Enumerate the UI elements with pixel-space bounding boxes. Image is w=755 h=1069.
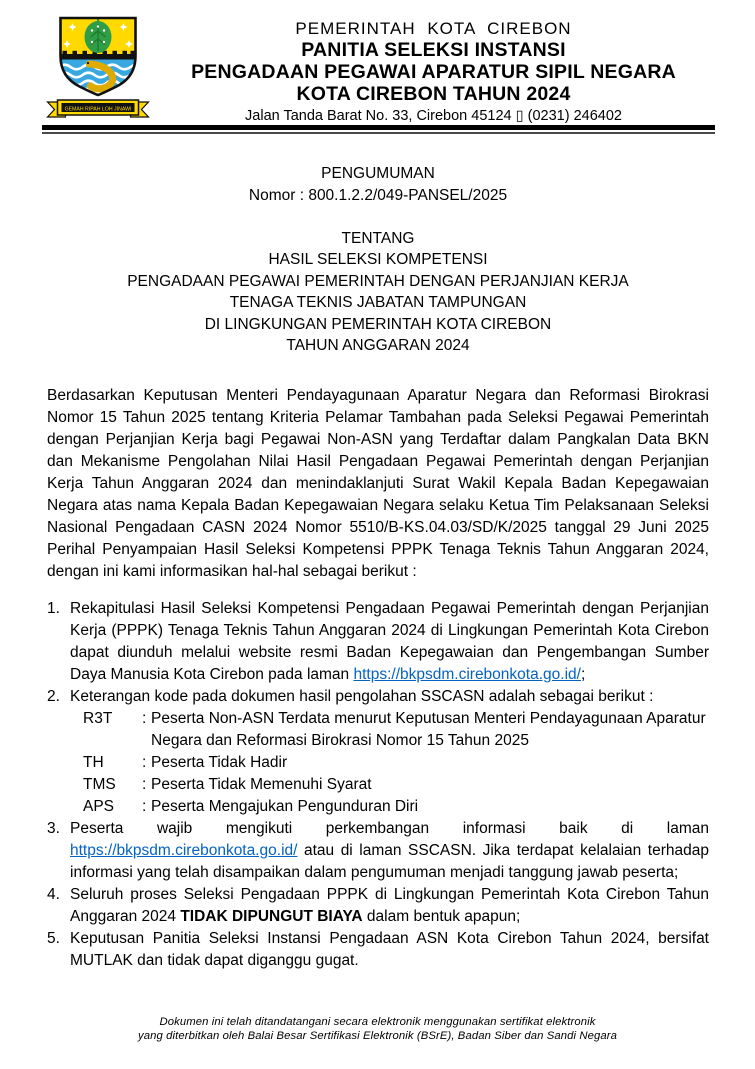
motto-ribbon: [48, 100, 149, 117]
code-description: Peserta Mengajukan Pengunduran Diri: [151, 798, 419, 815]
letterhead-address: Jalan Tanda Barat No. 33, Cirebon 45124 ▯ (0231) 246402: [245, 108, 622, 124]
list-item: [47, 884, 709, 928]
list-item-number: 3.: [47, 820, 60, 837]
code-description: Peserta Tidak Hadir: [151, 754, 288, 771]
list-item-content: [70, 818, 709, 884]
list-item-content: [70, 598, 709, 686]
motto-text: GEMAH RIPAH LOH JINAWI: [64, 106, 132, 113]
subject-line: DI LINGKUNGAN PEMERINTAH KOTA CIREBON: [204, 315, 552, 333]
coat-of-arms-icon: [44, 14, 152, 126]
list-item-number: 4.: [47, 886, 60, 903]
list-item-number: 5.: [47, 930, 60, 947]
text-run: dalam bentuk apapun;: [362, 908, 521, 925]
code-description: Peserta Tidak Memenuhi Syarat: [151, 776, 372, 793]
list-item-number: 1.: [47, 600, 60, 617]
code-legend: [83, 708, 709, 818]
code-row: [83, 774, 709, 796]
letterhead-divider: [42, 125, 715, 134]
code-separator: :: [142, 710, 147, 727]
city-year: KOTA CIREBON TAHUN 2024: [296, 83, 571, 105]
text-run: Rekapitulasi Hasil Seleksi Kompetensi Pengadaan Pegawai Pemerintah dengan Perjanjian Kerja (PPPK) Tenaga Teknis Tahun Anggaran 2024 di Lingkungan Pemerintah Kota Cirebon dapat diunduh melalui website resmi Badan Kepegawaian dan Pengembangan Sumber Daya Manusia Kota Cirebon pada laman: [70, 600, 709, 683]
code-row: [83, 708, 709, 752]
letterhead: [44, 14, 715, 131]
about-label: TENTANG: [341, 229, 415, 247]
signature-note-line1: Dokumen ini telah ditandatangani secara elektronik menggunakan sertifikat elektronik: [159, 1016, 596, 1028]
intro-paragraph: Berdasarkan Keputusan Menteri Pendayagunaan Aparatur Negara dan Reformasi Birokrasi Nomor 15 Tahun 2025 tentang Kriteria Pelamar Tambahan pada Seleksi Pegawai Pemerintah dengan Perjanjian Kerja bagi Pegawai Non-ASN yang Terdaftar dalam Pangkalan Data BKN dan Mekanisme Pengolahan Nilai Hasil Pengadaan Pegawai Pemerintah dengan Perjanjian Kerja Tahun Anggaran 2024 dan menindaklanjuti Surat Wakil Kepala Badan Kepegawaian Negara atas nama Kepala Badan Kepegawaian Negara selaku Ketua Tim Pelaksanaan Seleksi Nasional Pengadaan CASN 2024 Nomor 5510/B-KS.04.03/SD/K/2025 tanggal 29 Juni 2025 Perihal Penyampaian Hasil Seleksi Kompetensi PPPK Tenaga Teknis Tahun Anggaran 2024, dengan ini kami informasikan hal-hal sebagai berikut :: [47, 386, 709, 580]
code-separator: :: [142, 776, 147, 793]
code-row: [83, 796, 709, 818]
bold-text: TIDAK DIPUNGUT BIAYA: [180, 908, 363, 925]
code-separator: :: [142, 798, 147, 815]
spacer-line: [47, 206, 709, 228]
list-item: [47, 686, 709, 818]
text-run: Keputusan Panitia Seleksi Instansi Pengadaan ASN Kota Cirebon Tahun 2024, bersifat MUTLAK dan tidak dapat diganggu gugat.: [70, 930, 709, 969]
code-key: R3T: [83, 710, 113, 727]
document-body: [47, 163, 709, 972]
code-row: [83, 752, 709, 774]
announcement-heading: PENGUMUMAN: [321, 165, 435, 182]
procurement-name: PENGADAAN PEGAWAI APARATUR SIPIL NEGARA: [191, 61, 676, 83]
code-key: TMS: [83, 776, 116, 793]
numbered-list: [47, 598, 709, 972]
announcement-number: Nomor : 800.1.2.2/049-PANSEL/2025: [248, 186, 508, 204]
list-item-content: [70, 884, 709, 928]
list-item-content: [70, 686, 709, 818]
list-item: [47, 818, 709, 884]
text-run: ;: [580, 666, 586, 683]
list-item: [47, 928, 709, 972]
subject-line: HASIL SELEKSI KOMPETENSI: [268, 251, 488, 268]
government-name: PEMERINTAH KOTA CIREBON: [295, 19, 572, 38]
code-key: TH: [83, 754, 104, 771]
hyperlink[interactable]: https://bkpsdm.cirebonkota.go.id/: [70, 842, 298, 859]
cirebon-coat-of-arms: [44, 14, 152, 131]
electronic-signature-note: [0, 1016, 755, 1043]
divider-thick-line: [42, 125, 715, 130]
text-run: Peserta wajib mengikuti perkembangan informasi baik di laman: [70, 820, 709, 837]
committee-name: PANITIA SELEKSI INSTANSI: [301, 39, 566, 61]
list-item-number: 2.: [47, 688, 60, 705]
code-description: Peserta Non-ASN Terdata menurut Keputusan Menteri Pendayagunaan Aparatur Negara dan Reformasi Birokrasi Nomor 15 Tahun 2025: [151, 710, 706, 749]
text-run: atau di laman SSCASN. Jika terdapat kelalaian terhadap informasi yang telah disampaikan dalam pengumuman menjadi tanggung jawab peserta;: [70, 842, 709, 881]
signature-note-line2: yang diterbitkan oleh Balai Besar Sertifikasi Elektronik (BSrE), Badan Siber dan Sandi Negara: [138, 1029, 617, 1042]
subject-line: TAHUN ANGGARAN 2024: [286, 337, 470, 354]
subject-line: TENAGA TEKNIS JABATAN TAMPUNGAN: [229, 294, 527, 311]
announcement-title-block: [47, 163, 709, 357]
subject-line: PENGADAAN PEGAWAI PEMERINTAH DENGAN PERJANJIAN KERJA: [127, 272, 629, 290]
list-item-content: [70, 928, 709, 972]
text-run: Seluruh proses Seleksi Pengadaan PPPK di Lingkungan Pemerintah Kota Cirebon Tahun Anggaran 2024: [70, 886, 709, 925]
divider-thin-line: [42, 132, 715, 134]
hyperlink[interactable]: https://bkpsdm.cirebonkota.go.id/: [353, 666, 581, 683]
text-run: Keterangan kode pada dokumen hasil pengolahan SSCASN adalah sebagai berikut :: [70, 688, 654, 705]
list-item: [47, 598, 709, 686]
code-separator: :: [142, 754, 147, 771]
letterhead-text: [152, 14, 715, 131]
code-key: APS: [83, 798, 115, 815]
